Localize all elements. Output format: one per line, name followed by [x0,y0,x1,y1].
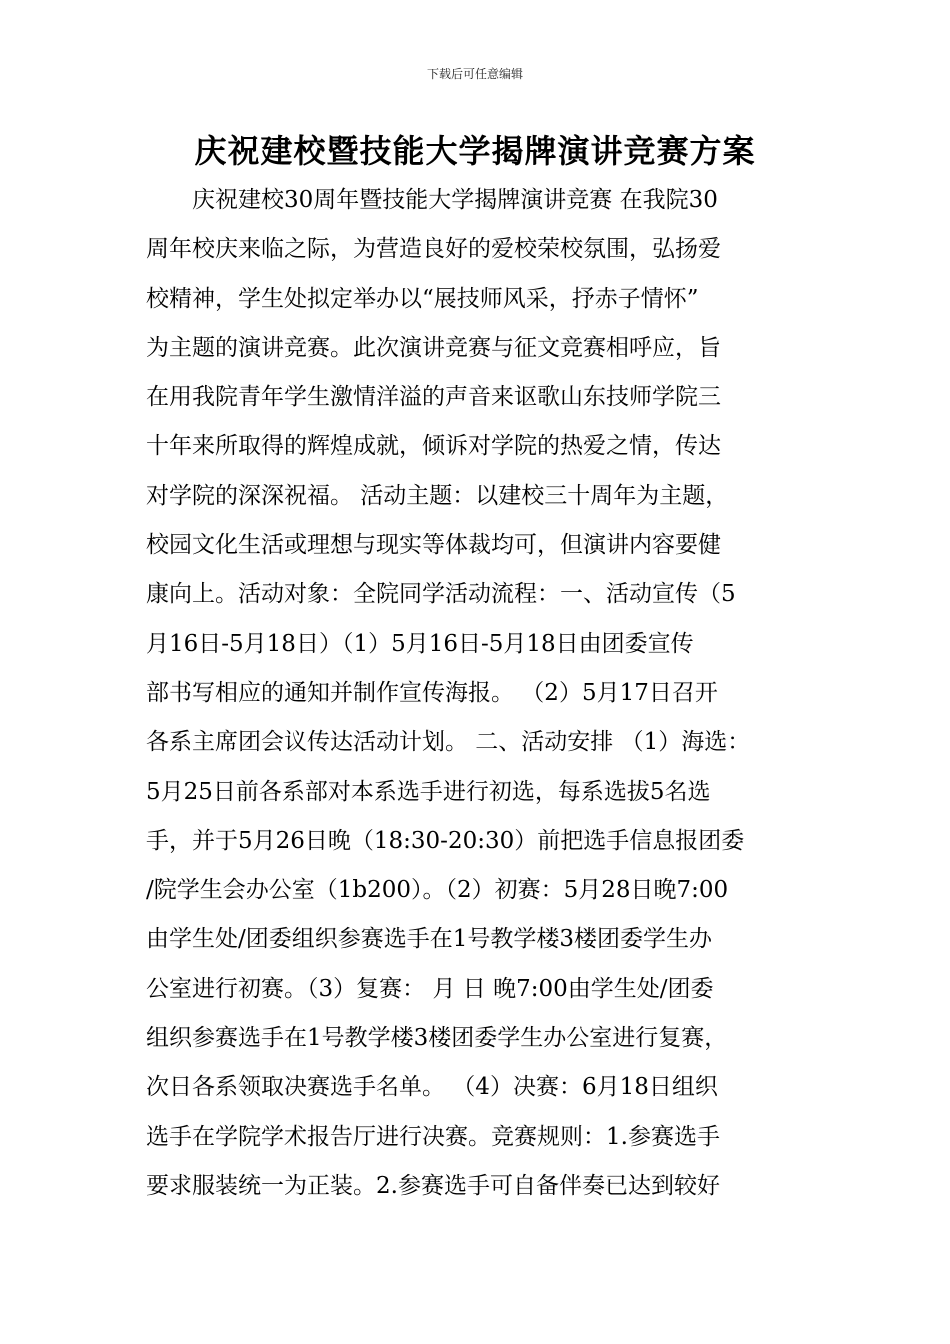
header-note: 下载后可任意编辑 [426,67,523,81]
document-body: 庆祝建校30周年暨技能大学揭牌演讲竞赛 在我院30 周年校庆来临之际，为营造良好的爱校荣校氛围，弘扬爱 校精神，学生处拟定举办以“展技师风采，抒赤子情怀” 为主题的演讲竞赛。此次演讲竞赛与征文竞赛相呼应，旨 在用我院青年学生激情洋溢的声音来讴歌山东技师学院三 十年来所取得的辉煌成就，倾诉对学院的热爱之情，传达 对学院的深深祝福。 活动主题：以建校三十周年为主题， 校园文化生活或理想与现实等体裁均可，但演讲内容要健 康向上。活动对象：全院同学活动流程：一、活动宣传（5 月16日-5月18日）（1）5月16日-5月18日由团委宣传 部书写相应的通知并制作宣传海报。 （2）5月17日召开 各系主席团会议传达活动计划。 二、活动安排 （1）海选： 5月25日前各系部对本系选手进行初选，每系选拔5名选 手，并于5月26日晚（18:30-20:30）前把选手信息报团委 /院学生会办公室（1b200）。（2）初赛：5月28日晚7:00 由学生处/团委组织参赛选手在1号教学楼3楼团委学生办 公室进行初赛。（3）复赛： 月 日 晚7:00由学生处/团委 组织参赛选手在1号教学楼3楼团委学生办公室进行复赛， 次日各系领取决赛选手名单。 （4）决赛：6月18日组织 选手在学院学术报告厅进行决赛。竞赛规则：1.参赛选手 要求服装统一为正装。2.参赛选手可自备伴奏已达到较好 [146,187,751,1199]
document-title: 庆祝建校暨技能大学揭牌演讲竞赛方案 [194,132,756,170]
